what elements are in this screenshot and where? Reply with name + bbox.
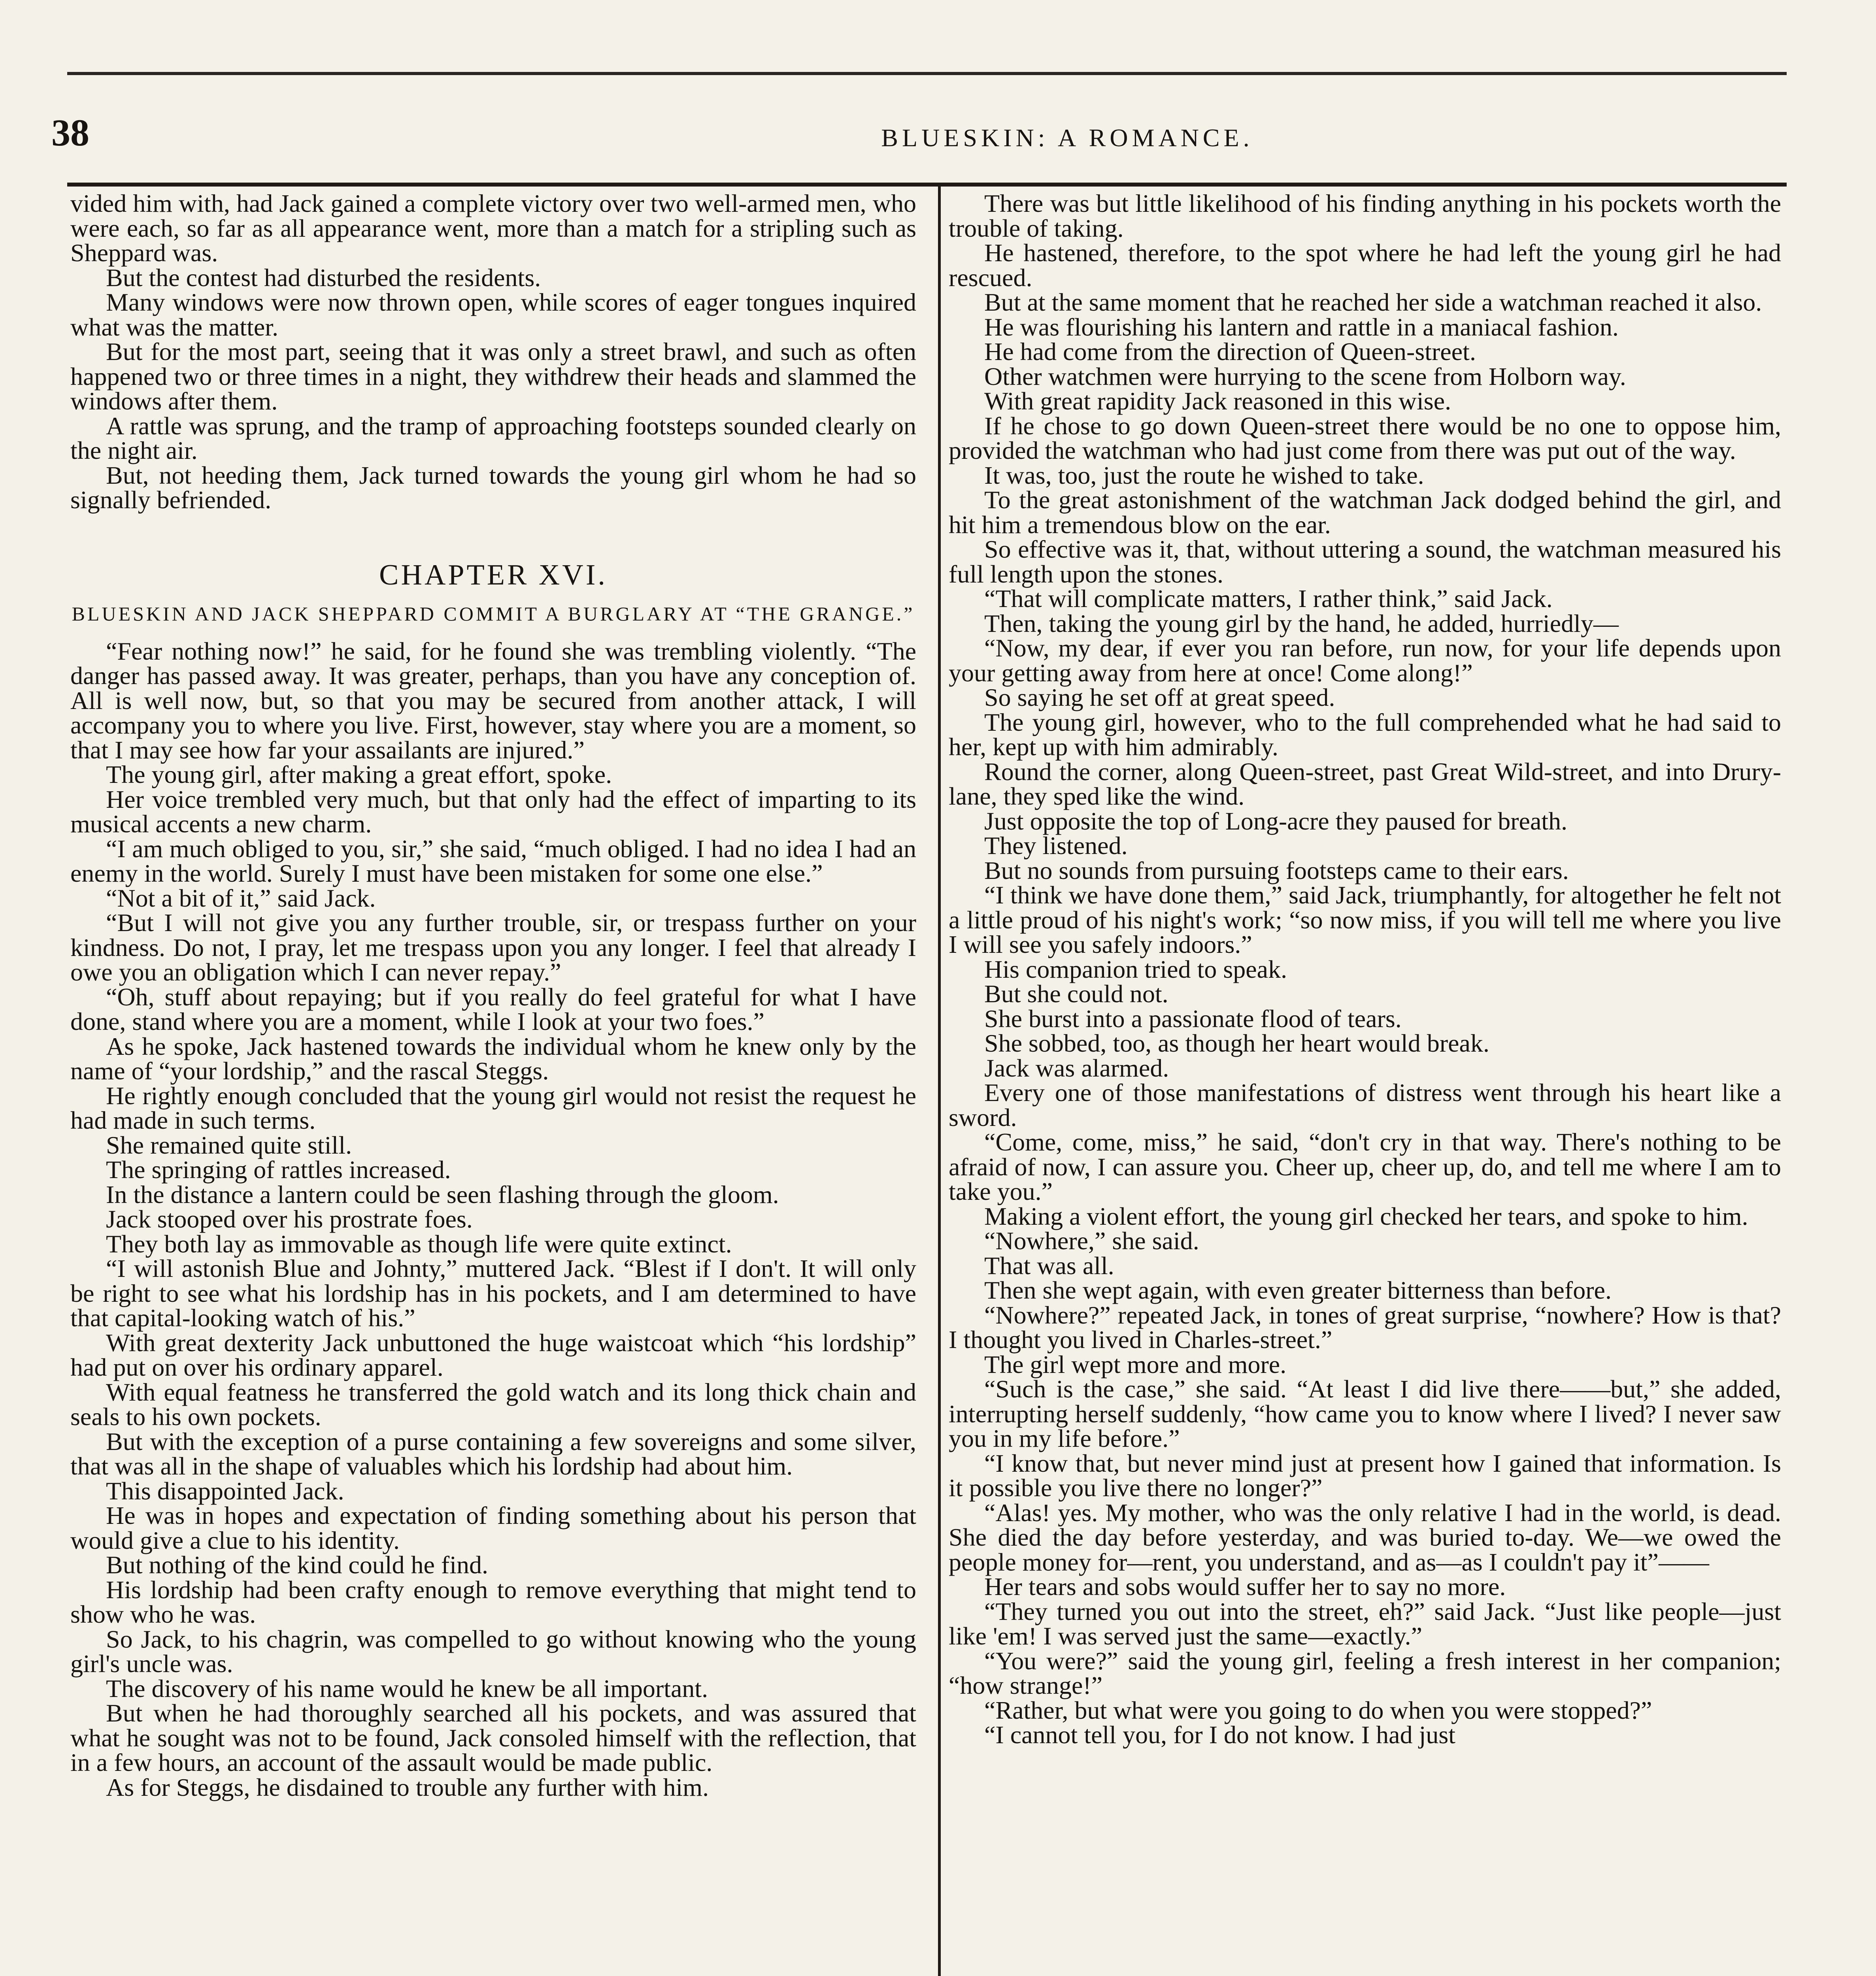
paragraph: The springing of rattles increased.	[106, 1156, 451, 1184]
paragraph: She remained quite still.	[106, 1131, 352, 1159]
paragraph: The young girl, after making a great effort, spoke.	[106, 760, 612, 788]
paragraph: “Come, come, miss,” he said, “don't cry in that way. There's nothing to be afraid of now, I can assure you. Cheer up, cheer up, do, and tell me where I am to take you.”	[949, 1128, 1781, 1205]
paragraph: Her voice trembled very much, but that only had the effect of imparting to its musical accents a new charm.	[70, 785, 916, 838]
paragraph: Jack stooped over his prostrate foes.	[106, 1205, 473, 1233]
chapter-subtitle: BLUESKIN AND JACK SHEPPARD COMMIT A BURGLARY AT “THE GRANGE.”	[72, 602, 915, 625]
paragraph: So effective was it, that, without uttering a sound, the watchman measured his full length upon the stones.	[949, 535, 1781, 588]
paragraph: “I cannot tell you, for I do not know. I had just	[984, 1721, 1456, 1749]
paragraph: “They turned you out into the street, eh?” said Jack. “Just like people—just like 'em! I was served just the same—exactly.”	[949, 1597, 1781, 1650]
header-rule	[67, 183, 1787, 187]
paragraph: A rattle was sprung, and the tramp of approaching footsteps sounded clearly on the night air.	[70, 411, 916, 464]
paragraph: He hastened, therefore, to the spot where he had left the young girl he had rescued.	[949, 239, 1781, 292]
paragraph: Making a violent effort, the young girl checked her tears, and spoke to him.	[984, 1202, 1748, 1230]
paragraph: His lordship had been crafty enough to remove everything that might tend to show who he was.	[70, 1575, 916, 1628]
paragraph: But nothing of the kind could he find.	[106, 1551, 488, 1579]
paragraph: “I think we have done them,” said Jack, triumphantly, for altogether he felt not a little proud of his night's work; “so now miss, if you will tell me where you live I will see you safely indoors.”	[949, 881, 1781, 958]
paragraph: “Such is the case,” she said. “At least I did live there——but,” she added, interrupting herself suddenly, “how came you to know where I lived? I never saw you in my life before.”	[949, 1375, 1781, 1452]
paragraph: But with the exception of a purse containing a few sovereigns and some silver, that was all in the shape of valuables which his lordship had about him.	[70, 1427, 916, 1480]
paragraph: As he spoke, Jack hastened towards the individual whom he knew only by the name of “your lordship,” and the rascal Steggs.	[70, 1032, 916, 1085]
top-rule	[67, 72, 1787, 75]
paragraph: “I am much obliged to you, sir,” she said, “much obliged. I had no idea I had an enemy in the world. Surely I must have been mistaken for some one else.”	[70, 834, 916, 887]
running-title: BLUESKIN: A ROMANCE.	[881, 124, 1253, 152]
paragraph: “That will complicate matters, I rather think,” said Jack.	[984, 585, 1553, 613]
paragraph: There was but little likelihood of his finding anything in his pockets worth the trouble of taking.	[949, 191, 1781, 242]
paragraph: But for the most part, seeing that it was only a street brawl, and such as often happened two or three times in a night, they withdrew their heads and slammed the windows after them.	[70, 338, 916, 415]
paragraph: His companion tried to speak.	[984, 955, 1287, 983]
page-number: 38	[51, 111, 89, 154]
paragraph: In the distance a lantern could be seen flashing through the gloom.	[106, 1180, 779, 1209]
paragraph: As for Steggs, he disdained to trouble any further with him.	[106, 1773, 709, 1801]
paragraph: Then she wept again, with even greater bitterness than before.	[984, 1276, 1612, 1304]
right-column	[949, 191, 1781, 1976]
paragraph: So Jack, to his chagrin, was compelled to go without knowing who the young girl's uncle was.	[70, 1625, 916, 1678]
paragraph: So saying he set off at great speed.	[984, 683, 1335, 711]
paragraph: Many windows were now thrown open, while scores of eager tongues inquired what was the matter.	[70, 288, 916, 341]
paragraph: “You were?” said the young girl, feeling a fresh interest in her companion; “how strange!”	[949, 1646, 1781, 1699]
paragraph: “Nowhere?” repeated Jack, in tones of great surprise, “nowhere? How is that? I thought you lived in Charles-street.”	[949, 1301, 1781, 1354]
paragraph: Jack was alarmed.	[984, 1054, 1169, 1082]
paragraph: Just opposite the top of Long-acre they paused for breath.	[984, 807, 1568, 835]
paragraph: “Not a bit of it,” said Jack.	[106, 884, 376, 912]
paragraph: He rightly enough concluded that the young girl would not resist the request he had made in such terms.	[70, 1081, 916, 1134]
paragraph: “Now, my dear, if ever you ran before, run now, for your life depends upon your getting away from here at once! Come along!”	[949, 634, 1781, 687]
paragraph: He was in hopes and expectation of finding something about his person that would give a clue to his identity.	[70, 1501, 916, 1554]
paragraph: Then, taking the young girl by the hand, he added, hurriedly—	[984, 609, 1619, 637]
paragraph: “Fear nothing now!” he said, for he found she was trembling violently. “The danger has passed away. It was greater, perhaps, than you have any conception of. All is well now, but, so that you may be secured from another attack, I will accompany you to where you live. First, however, stay where you are a moment, so that I may see how far your assailants are injured.”	[70, 637, 916, 764]
column-divider	[938, 187, 941, 1976]
left-column	[70, 191, 916, 1976]
paragraph: That was all.	[984, 1251, 1114, 1280]
paragraph: They both lay as immovable as though life were quite extinct.	[106, 1229, 732, 1258]
paragraph: “Nowhere,” she said.	[984, 1227, 1199, 1255]
paragraph: He was flourishing his lantern and rattle in a maniacal fashion.	[984, 313, 1619, 341]
paragraph: But she could not.	[984, 980, 1168, 1008]
paragraph: “I know that, but never mind just at present how I gained that information. Is it possible you live there no longer?”	[949, 1449, 1781, 1502]
paragraph: “Rather, but what were you going to do when you were stopped?”	[984, 1696, 1652, 1724]
paragraph: “Alas! yes. My mother, who was the only relative I had in the world, is dead. She died the day before yesterday, and was buried to-day. We—we owed the people money for—rent, you understand, and as—as I couldn't pay it”——	[949, 1498, 1781, 1576]
paragraph: It was, too, just the route he wished to take.	[984, 461, 1424, 489]
paragraph: vided him with, had Jack gained a complete victory over two well-armed men, who were each, so far as all appearance went, more than a match for a stripling such as Sheppard was.	[70, 191, 916, 267]
paragraph: “I will astonish Blue and Johnty,” muttered Jack. “Blest if I don't. It will only be right to see what his lordship has in his pockets, and I am determined to have that capital-looking watch of his.”	[70, 1254, 916, 1332]
paragraph: If he chose to go down Queen-street there would be no one to oppose him, provided the watchman who had just come from there was put out of the way.	[949, 411, 1781, 464]
paragraph: With equal featness he transferred the gold watch and its long thick chain and seals to his own pockets.	[70, 1378, 916, 1431]
paragraph: But the contest had disturbed the residents.	[106, 263, 541, 292]
chapter-title: CHAPTER XVI.	[379, 558, 608, 591]
paragraph: Other watchmen were hurrying to the scene from Holborn way.	[984, 362, 1626, 390]
paragraph: This disappointed Jack.	[106, 1476, 344, 1505]
paragraph: To the great astonishment of the watchman Jack dodged behind the girl, and hit him a tremendous blow on the ear.	[949, 486, 1781, 539]
paragraph: The girl wept more and more.	[984, 1350, 1287, 1378]
paragraph: They listened.	[984, 832, 1128, 860]
paragraph: She burst into a passionate flood of tears.	[984, 1004, 1402, 1033]
paragraph: Round the corner, along Queen-street, past Great Wild-street, and into Drury-lane, they sped like the wind.	[949, 757, 1781, 810]
paragraph: The discovery of his name would he knew be all important.	[106, 1674, 708, 1703]
paragraph: But no sounds from pursuing footsteps came to their ears.	[984, 856, 1569, 884]
paragraph: But when he had thoroughly searched all his pockets, and was assured that what he sought was not to be found, Jack consoled himself with the reflection, that in a few hours, an account of the assault would be made public.	[70, 1699, 916, 1776]
paragraph: With great rapidity Jack reasoned in this wise.	[984, 387, 1451, 415]
paragraph: With great dexterity Jack unbuttoned the huge waistcoat which “his lordship” had put on over his ordinary apparel.	[70, 1328, 916, 1381]
paragraph: “Oh, stuff about repaying; but if you really do feel grateful for what I have done, stand where you are a moment, while I look at your two foes.”	[70, 982, 916, 1035]
left-column-text-before	[70, 191, 916, 513]
paragraph: “But I will not give you any further trouble, sir, or trespass further on your kindness. Do not, I pray, let me trespass upon you any longer. I feel that already I owe you an obligation which I can never repay.”	[70, 909, 916, 986]
paragraph: But at the same moment that he reached her side a watchman reached it also.	[984, 288, 1762, 316]
paragraph: The young girl, however, who to the full comprehended what he had said to her, kept up with him admirably.	[949, 708, 1781, 761]
left-column-text-after	[70, 639, 916, 1800]
paragraph: But, not heeding them, Jack turned towards the young girl whom he had so signally befriended.	[70, 461, 916, 514]
paragraph: Every one of those manifestations of distress went through his heart like a sword.	[949, 1079, 1781, 1131]
paragraph: Her tears and sobs would suffer her to say no more.	[984, 1573, 1506, 1601]
chapter-heading	[70, 555, 916, 628]
paragraph: He had come from the direction of Queen-street.	[984, 338, 1476, 366]
paragraph: She sobbed, too, as though her heart would break.	[984, 1029, 1489, 1057]
